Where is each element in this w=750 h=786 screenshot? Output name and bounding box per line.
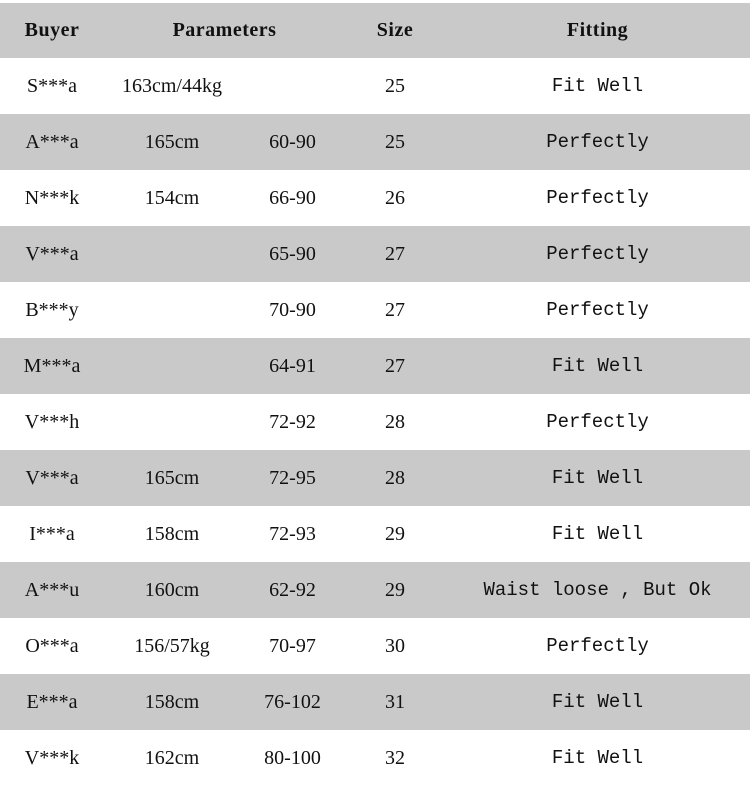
buyer-cell: V***a (25, 242, 79, 265)
size-cell: 27 (385, 242, 405, 265)
fitting-cell: Fit Well (551, 747, 644, 769)
measurement-cell: 76-102 (264, 690, 321, 713)
height-weight-cell: 154cm (144, 186, 200, 209)
height-weight-cell (104, 394, 240, 450)
fitting-cell: Perfectly (546, 299, 649, 321)
measurement-cell: 72-92 (269, 410, 316, 433)
buyer-cell: A***u (24, 578, 80, 601)
buyer-cell: E***a (26, 690, 78, 713)
measurement-cell: 72-93 (269, 522, 316, 545)
measurement-cell: 70-97 (269, 634, 316, 657)
fitting-cell: Fit Well (551, 523, 644, 545)
size-cell: 29 (385, 578, 405, 601)
size-cell: 29 (385, 522, 405, 545)
buyer-cell: I***a (29, 522, 75, 545)
fitting-cell: Fit Well (551, 355, 644, 377)
height-weight-cell (104, 226, 240, 282)
buyer-cell: N***k (24, 186, 80, 209)
size-cell: 30 (385, 634, 405, 657)
header-fitting: Fitting (566, 19, 629, 41)
buyer-cell: M***a (23, 354, 81, 377)
header-size: Size (376, 19, 414, 41)
buyer-cell: V***h (24, 410, 80, 433)
table-row (0, 506, 750, 562)
height-weight-cell: 165cm (144, 466, 200, 489)
table-row (0, 394, 750, 450)
fitting-cell: Waist loose , But Ok (483, 579, 712, 601)
table-row (0, 114, 750, 170)
fitting-cell: Perfectly (546, 187, 649, 209)
measurement-cell: 62-92 (269, 578, 316, 601)
measurement-cell (240, 58, 345, 114)
table-row (0, 282, 750, 338)
height-weight-cell: 162cm (144, 746, 200, 769)
measurement-cell: 80-100 (264, 746, 321, 769)
size-cell: 27 (385, 354, 405, 377)
measurement-cell: 66-90 (269, 186, 316, 209)
buyer-cell: B***y (25, 298, 79, 321)
height-weight-cell: 158cm (144, 522, 200, 545)
height-weight-cell (104, 338, 240, 394)
size-cell: 26 (385, 186, 405, 209)
size-cell: 25 (385, 74, 405, 97)
fitting-cell: Perfectly (546, 635, 649, 657)
measurement-cell: 64-91 (269, 354, 316, 377)
table-row (0, 562, 750, 618)
table-row (0, 58, 750, 114)
buyer-cell: V***k (24, 746, 80, 769)
fitting-cell: Fit Well (551, 691, 644, 713)
measurement-cell: 70-90 (269, 298, 316, 321)
table-row (0, 450, 750, 506)
size-cell: 32 (385, 746, 405, 769)
table-row (0, 674, 750, 730)
size-cell: 28 (385, 466, 405, 489)
buyer-cell: O***a (25, 634, 79, 657)
size-cell: 28 (385, 410, 405, 433)
fitting-cell: Perfectly (546, 131, 649, 153)
fitting-cell: Fit Well (551, 467, 644, 489)
buyer-cell: V***a (25, 466, 79, 489)
table-row (0, 170, 750, 226)
fitting-cell: Perfectly (546, 243, 649, 265)
header-parameters: Parameters (172, 19, 277, 41)
height-weight-cell: 158cm (144, 690, 200, 713)
measurement-cell: 60-90 (269, 130, 316, 153)
table-row (0, 730, 750, 786)
buyer-cell: S***a (27, 74, 77, 97)
fitting-cell: Fit Well (551, 75, 644, 97)
buyer-cell: A***a (25, 130, 79, 153)
size-cell: 31 (385, 690, 405, 713)
height-weight-cell: 165cm (144, 130, 200, 153)
fitting-cell: Perfectly (546, 411, 649, 433)
size-cell: 27 (385, 298, 405, 321)
height-weight-cell (104, 282, 240, 338)
table-row (0, 338, 750, 394)
header-buyer: Buyer (24, 19, 80, 41)
measurement-cell: 65-90 (269, 242, 316, 265)
measurement-cell: 72-95 (269, 466, 316, 489)
table-header (0, 3, 750, 58)
table-row (0, 226, 750, 282)
height-weight-cell: 160cm (144, 578, 200, 601)
table-row (0, 618, 750, 674)
size-cell: 25 (385, 130, 405, 153)
height-weight-cell: 156/57kg (134, 634, 210, 657)
height-weight-cell: 163cm/44kg (122, 74, 222, 97)
